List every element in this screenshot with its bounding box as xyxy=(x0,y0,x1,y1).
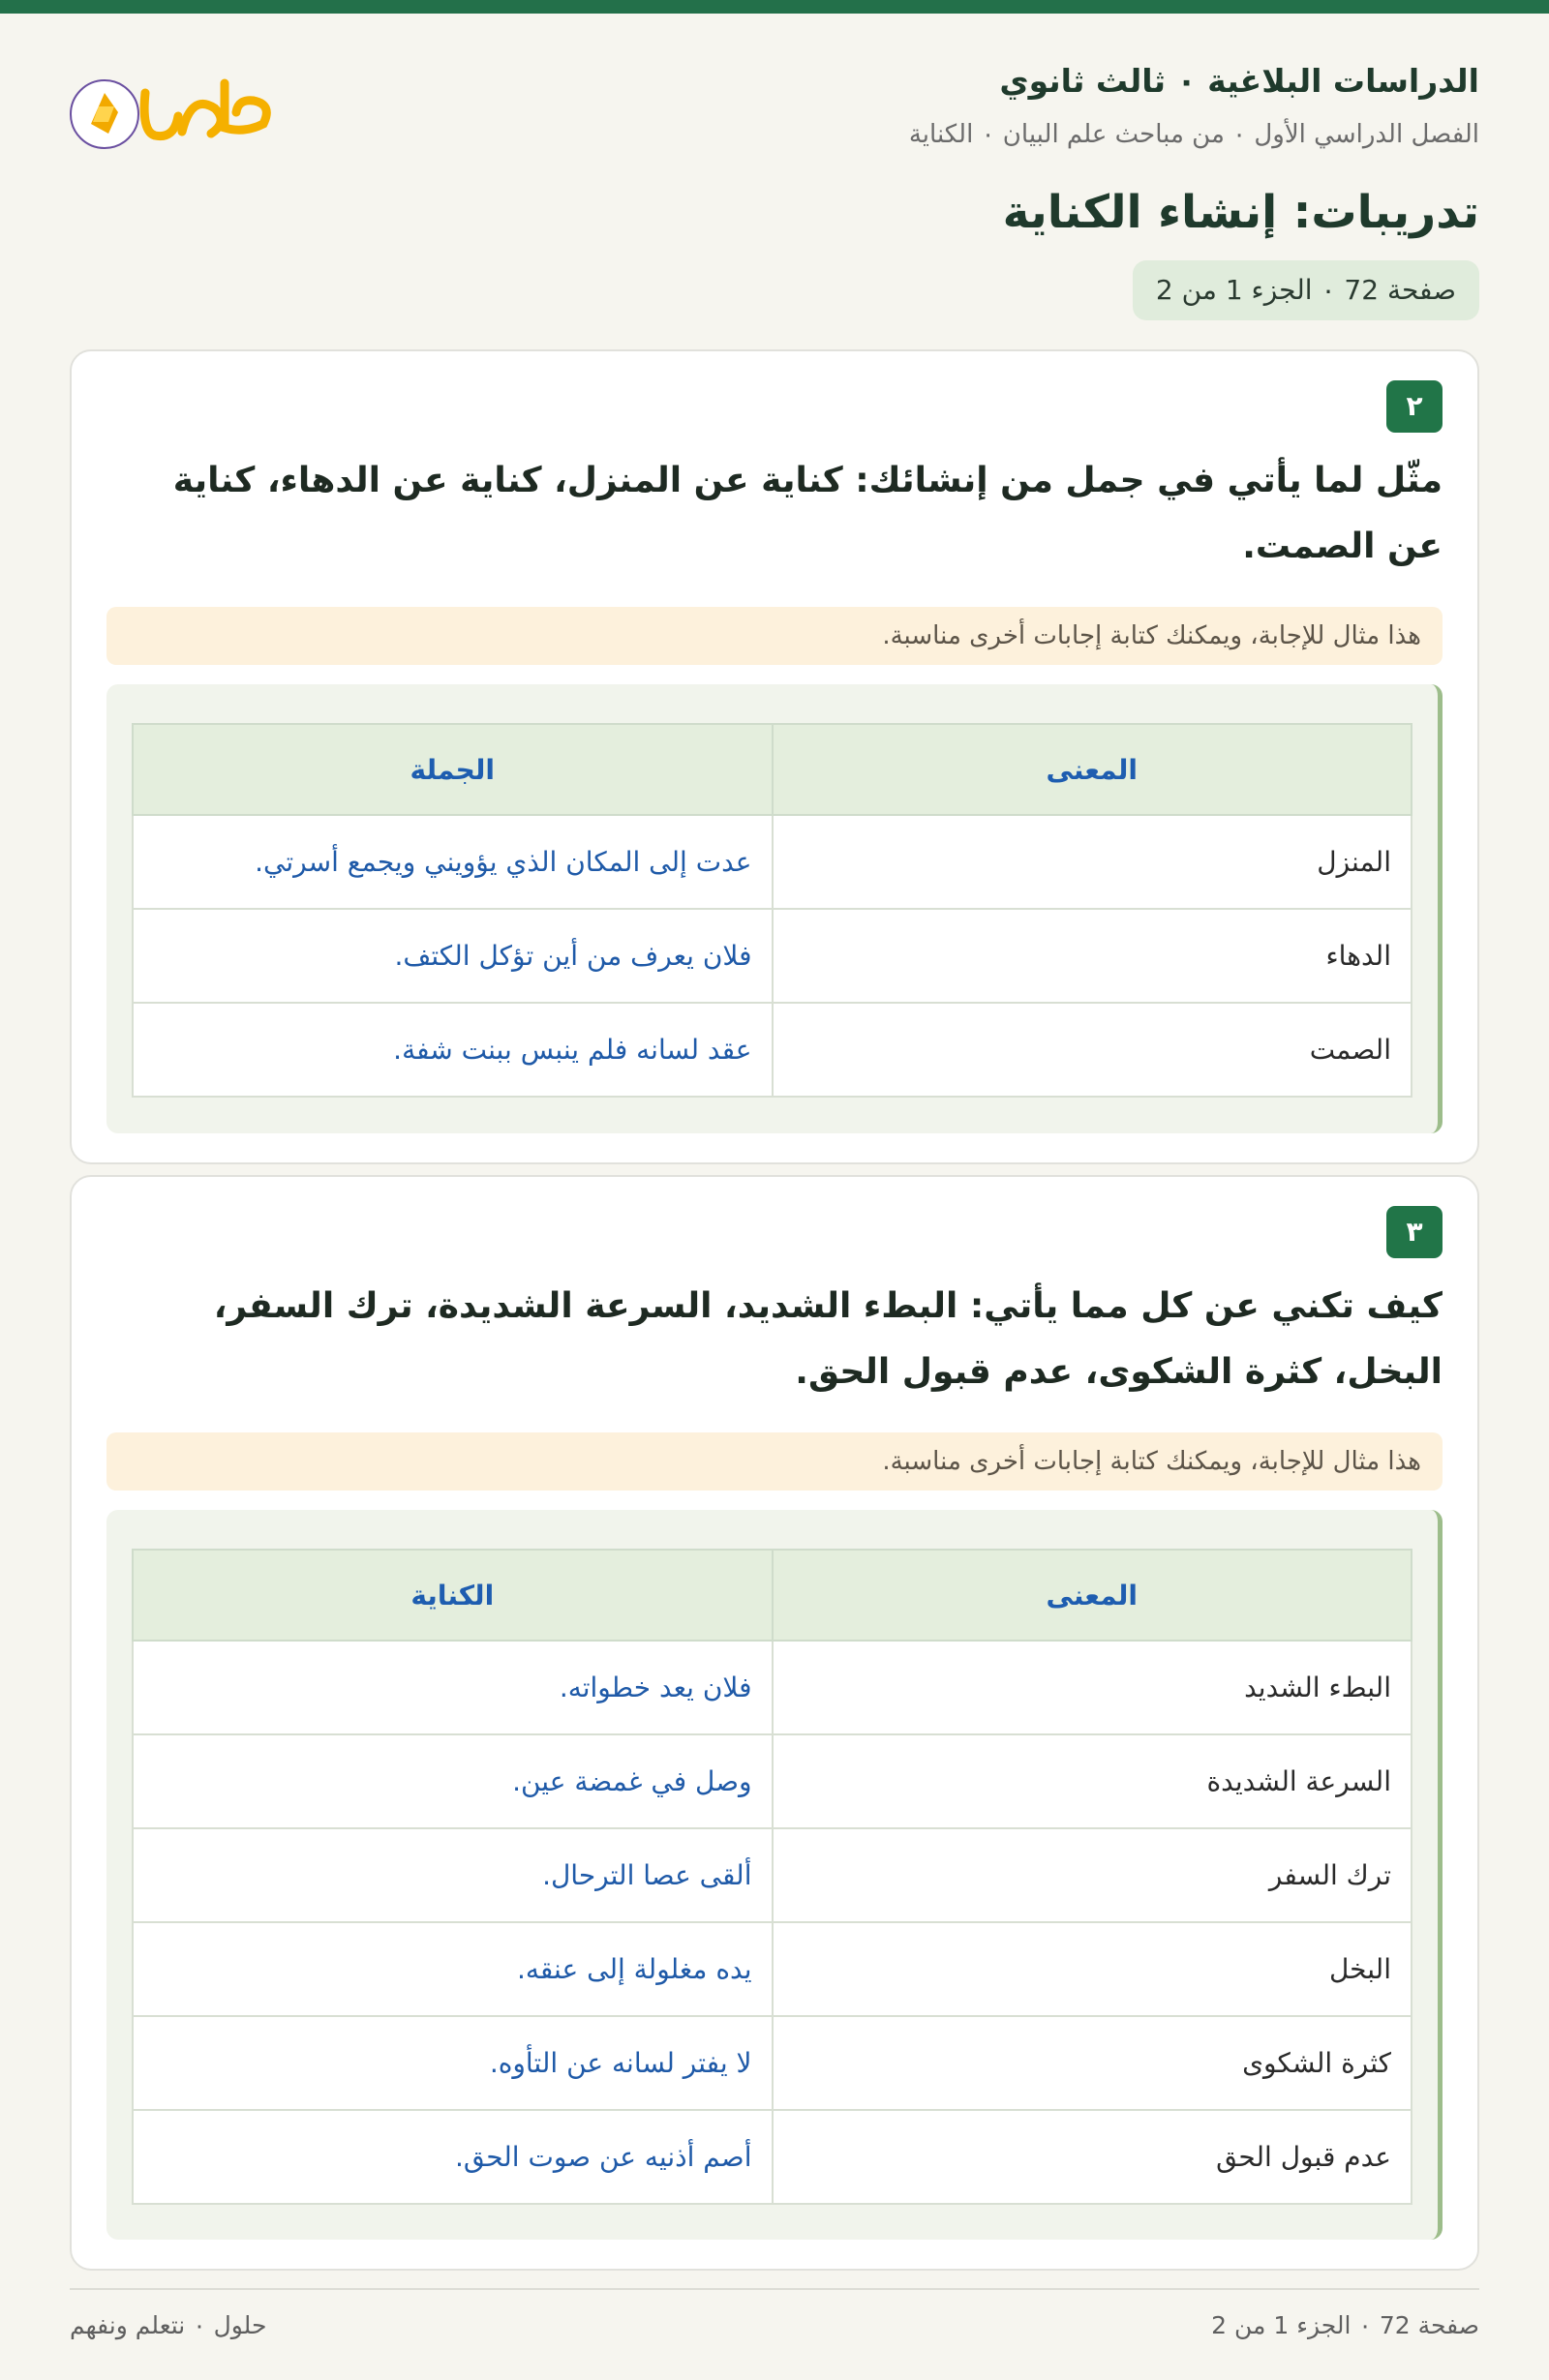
footer-page-info: صفحة 72 ٠ الجزء 1 من 2 xyxy=(1211,2311,1479,2339)
chapter-breadcrumb: الفصل الدراسي الأول ٠ من مباحث علم البيان ٠ الكناية xyxy=(908,120,1479,149)
answer-cell: وصل في غمضة عين. xyxy=(133,1734,773,1828)
answer-table-container xyxy=(106,684,1443,1133)
answer-cell: عدت إلى المكان الذي يؤويني ويجمع أسرتي. xyxy=(133,815,773,909)
top-accent-bar xyxy=(0,0,1549,14)
table-row xyxy=(133,2016,1412,2110)
meaning-cell: ترك السفر xyxy=(773,1828,1412,1922)
question-text: مثّل لما يأتي في جمل من إنشائك: كناية عن المنزل، كناية عن الدهاء، كناية عن الصمت. xyxy=(172,461,1443,566)
answer-cell: فلان يعد خطواته. xyxy=(133,1641,773,1734)
page-title: تدريبات: إنشاء الكناية xyxy=(1002,186,1479,239)
answer-table-container xyxy=(106,1510,1443,2240)
page-header xyxy=(70,14,1479,197)
table-row xyxy=(133,909,1412,1003)
meaning-cell: البطء الشديد xyxy=(773,1641,1412,1734)
table-header-row xyxy=(133,1550,1412,1641)
meaning-cell: المنزل xyxy=(773,815,1412,909)
column-header: المعنى xyxy=(773,724,1412,815)
column-header: الجملة xyxy=(133,724,773,815)
footer-divider xyxy=(70,2288,1479,2290)
table-row xyxy=(133,1003,1412,1097)
answer-table xyxy=(132,723,1412,1098)
column-header: الكناية xyxy=(133,1550,773,1641)
table-row xyxy=(133,1641,1412,1734)
table-row xyxy=(133,2110,1412,2204)
answer-cell: ألقى عصا الترحال. xyxy=(133,1828,773,1922)
table-header-row xyxy=(133,724,1412,815)
meaning-cell: عدم قبول الحق xyxy=(773,2110,1412,2204)
table-row xyxy=(133,1922,1412,2016)
answer-note: هذا مثال للإجابة، ويمكنك كتابة إجابات أخرى مناسبة. xyxy=(106,1432,1443,1491)
question-number-badge: ٣ xyxy=(1386,1206,1443,1258)
table-row xyxy=(133,1734,1412,1828)
footer-brand: حلول ٠ نتعلم ونفهم xyxy=(70,2311,267,2339)
meaning-cell: السرعة الشديدة xyxy=(773,1734,1412,1828)
question-card xyxy=(70,1175,1479,2271)
hulul-logo xyxy=(70,64,283,153)
question-text: كيف تكني عن كل مما يأتي: البطء الشديد، السرعة الشديدة، ترك السفر، البخل، كثرة الشكوى، عدم قبول الحق. xyxy=(213,1286,1443,1392)
subject-title: الدراسات البلاغية ٠ ثالث ثانوي xyxy=(999,62,1479,100)
column-header: المعنى xyxy=(773,1550,1412,1641)
meaning-cell: الدهاء xyxy=(773,909,1412,1003)
question-number-badge: ٢ xyxy=(1386,380,1443,433)
meaning-cell: كثرة الشكوى xyxy=(773,2016,1412,2110)
table-row xyxy=(133,815,1412,909)
answer-cell: عقد لسانه فلم ينبس ببنت شفة. xyxy=(133,1003,773,1097)
meaning-cell: البخل xyxy=(773,1922,1412,2016)
meaning-cell: الصمت xyxy=(773,1003,1412,1097)
question-card xyxy=(70,349,1479,1164)
answer-note: هذا مثال للإجابة، ويمكنك كتابة إجابات أخرى مناسبة. xyxy=(106,607,1443,665)
answer-cell: يده مغلولة إلى عنقه. xyxy=(133,1922,773,2016)
answer-cell: فلان يعرف من أين تؤكل الكتف. xyxy=(133,909,773,1003)
answer-table xyxy=(132,1549,1412,2205)
answer-cell: أصم أذنيه عن صوت الحق. xyxy=(133,2110,773,2204)
table-row xyxy=(133,1828,1412,1922)
answer-cell: لا يفتر لسانه عن التأوه. xyxy=(133,2016,773,2110)
page-badge: صفحة 72 ٠ الجزء 1 من 2 xyxy=(1133,260,1479,320)
